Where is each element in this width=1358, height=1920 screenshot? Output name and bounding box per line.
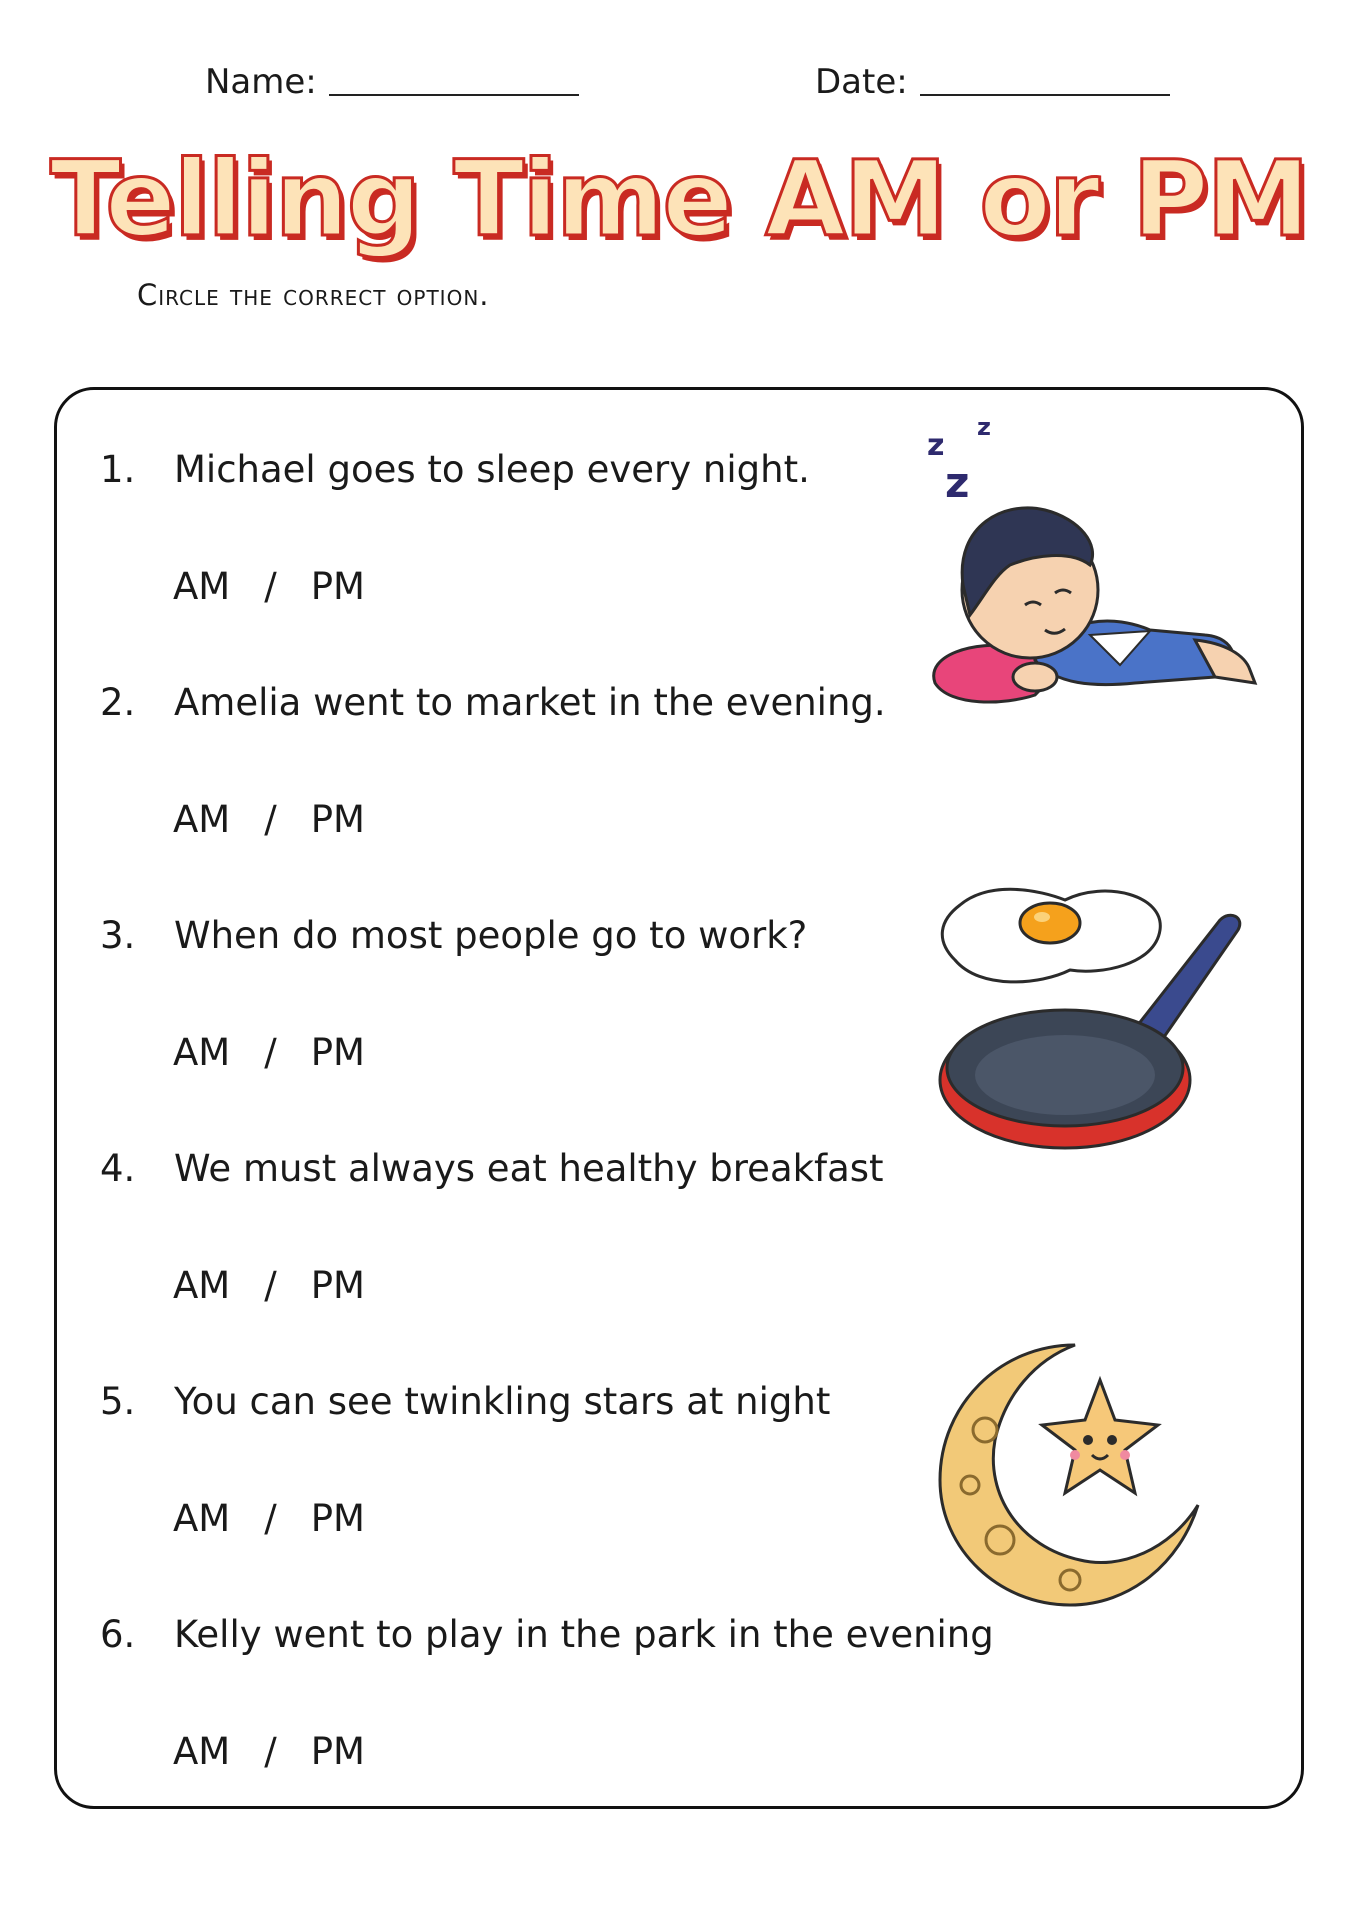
question-number: 1. — [100, 448, 136, 491]
answer-options-1 — [173, 565, 365, 608]
question-number: 4. — [100, 1147, 136, 1190]
question-1 — [100, 448, 810, 491]
name-field[interactable] — [205, 62, 579, 102]
page-title: Telling Time AM or PM — [50, 138, 1308, 260]
option-am[interactable]: AM — [173, 1264, 231, 1307]
zzz-icon — [927, 415, 991, 507]
name-label: Name: — [205, 62, 317, 102]
option-pm[interactable]: PM — [310, 1264, 365, 1307]
option-separator: / — [264, 1264, 277, 1307]
breakfast-pan-illustration — [930, 875, 1260, 1175]
option-separator: / — [264, 1497, 277, 1540]
question-text: Michael goes to sleep every night. — [174, 448, 810, 491]
answer-options-6 — [173, 1730, 365, 1773]
answer-options-4 — [173, 1264, 365, 1307]
question-6 — [100, 1613, 994, 1656]
date-field[interactable] — [815, 62, 1170, 102]
option-pm[interactable]: PM — [310, 1031, 365, 1074]
option-separator: / — [264, 565, 277, 608]
option-pm[interactable]: PM — [310, 565, 365, 608]
svg-text:z: z — [927, 428, 945, 463]
option-am[interactable]: AM — [173, 798, 231, 841]
option-am[interactable]: AM — [173, 1031, 231, 1074]
question-text: When do most people go to work? — [174, 914, 808, 957]
question-number: 6. — [100, 1613, 136, 1656]
question-2 — [100, 681, 886, 724]
question-number: 2. — [100, 681, 136, 724]
option-separator: / — [264, 1730, 277, 1773]
question-5 — [100, 1380, 830, 1423]
option-pm[interactable]: PM — [310, 1497, 365, 1540]
question-text: You can see twinkling stars at night — [174, 1380, 831, 1423]
sleeping-boy-illustration — [915, 415, 1265, 720]
question-3 — [100, 914, 807, 957]
question-number: 3. — [100, 914, 136, 957]
answer-options-3 — [173, 1031, 365, 1074]
svg-text:z: z — [945, 458, 970, 507]
option-separator: / — [264, 1031, 277, 1074]
answer-options-5 — [173, 1497, 365, 1540]
option-am[interactable]: AM — [173, 1730, 231, 1773]
option-separator: / — [264, 798, 277, 841]
fried-egg-icon — [942, 889, 1160, 982]
question-text: Amelia went to market in the evening. — [174, 681, 886, 724]
option-pm[interactable]: PM — [310, 798, 365, 841]
question-text: Kelly went to play in the park in the evening — [174, 1613, 994, 1656]
option-pm[interactable]: PM — [310, 1730, 365, 1773]
option-am[interactable]: AM — [173, 1497, 231, 1540]
svg-text:z: z — [977, 415, 991, 441]
name-input-line[interactable] — [329, 94, 579, 96]
instruction-text: Circle the correct option. — [137, 278, 490, 312]
answer-options-2 — [173, 798, 365, 841]
option-am[interactable]: AM — [173, 565, 231, 608]
moon-star-illustration — [930, 1335, 1210, 1615]
question-text: We must always eat healthy breakfast — [174, 1147, 884, 1190]
question-number: 5. — [100, 1380, 136, 1423]
star-icon — [1042, 1380, 1158, 1493]
date-input-line[interactable] — [920, 94, 1170, 96]
question-4 — [100, 1147, 884, 1190]
date-label: Date: — [815, 62, 908, 102]
